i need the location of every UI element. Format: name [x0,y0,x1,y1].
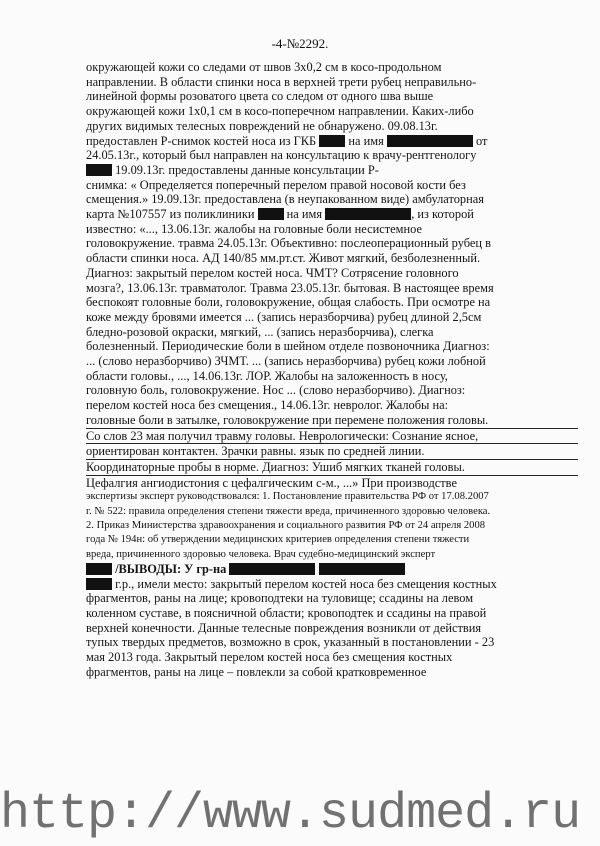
page-header: -4-№2292. [271,36,329,51]
text-line: коже между бровями имеется ... (запись неразборчива) рубец длиной 2,5см [86,309,482,324]
redaction-block [319,563,405,575]
redaction-block [86,578,112,590]
text-line: других видимых телесных повреждений не обнаружено. 09.08.13г. [86,118,438,133]
text-line: экспертизы эксперт руководствовался: 1. Постановление правительства РФ от 17.08.2007 [86,491,489,503]
text-line: г. № 522: правила определения степени тяжести вреда, причиненного здоровью человека. [86,505,491,517]
text-line: верхней конечности. Данные телесные повреждения возникли от действия [86,620,482,635]
text-line: окружающей кожи 1х0,1 см в косо-поперечном направлении. Каких-либо [86,104,474,119]
text-line: мозга?, 13.06.13г. травматолог. Травма 23.05.13г. бытовая. В настоящее время [86,280,494,295]
text-line: /ВЫВОДЫ: У гр-на [86,562,578,577]
text-line: перелом костей носа без смещения., 14.06.13г. невролог. Жалобы на: [86,398,449,413]
text-line: окружающей кожи со следами от швов 3х0,2 см в косо-продольном [86,60,442,74]
text-line: Со слов 23 мая получил травму головы. Неврологически: Сознание ясное, [86,429,578,445]
watermark-url: http://www.sudmed.ru [0,786,581,843]
text-line: г.р., имели место: закрытый перелом костей носа без смещения костных [86,577,578,592]
text-line: фрагментов, раны на лице – повлекли за собой кратковременное [86,664,427,679]
text-line: мая 2013 года. Закрытый перелом костей носа без смещения костных [86,650,453,665]
text-line: карта №107557 из поликлиники на имя , из которой [86,207,474,222]
text-line: головную боль, головокружение. Нос ... (слово неразборчиво). Диагноз: [86,383,466,398]
text-line: тупых твердых предметов, возможно в срок, указанный в постановлении - 23 [86,635,495,650]
text-line: головокружение. травма 24.05.13г. Объективно: послеоперационный рубец в [86,236,491,251]
text-line: болезненный. Периодические боли в шейном отделе позвоночника Диагноз: [86,339,490,354]
redaction-block [325,208,411,220]
redaction-block [319,135,345,147]
text-line: головные боли в затылке, головокружение при перемене положения головы. [86,413,578,429]
text-line: ориентирован контактен. Зрачки равны. язык по средней линии. [86,444,578,460]
text-line: Координаторные пробы в норме. Диагноз: Ушиб мягких тканей головы. [86,460,578,476]
text-line: области спинки носа. АД 140/85 мм.рт.ст. Живот мягкий, безболезненный. [86,251,481,266]
text-line: вреда, причиненного здоровью человека. Врач судебно-медицинский эксперт [86,548,436,560]
text-line: Цефалгия ангиодистония с цефалгическим с-м., ...» При производстве [86,475,457,490]
text-line: 24.05.13г., который был направлен на консультацию к врачу-рентгенологу [86,148,477,163]
text-line: года № 194н: об утверждении медицинских критериев определения степени тяжести [86,534,470,546]
text-line: беспокоят головные боли, головокружение, общая слабость. При осмотре на [86,295,491,310]
text-line: известно: «..., 13.06.13г. жалобы на головные боли несистемное [86,221,422,236]
redaction-block [387,135,473,147]
text-line: области головы., ..., 14.06.13г. ЛОР. Жалобы на заложенность в носу, [86,368,448,383]
text-line: смещения.» 19.09.13г. предоставлена (в неупакованном виде) амбулаторная [86,192,484,207]
redaction-block [258,208,284,220]
text-line: снимка: « Определяется поперечный перелом правой носовой кости без [86,177,466,192]
text-line: направлении. В области спинки носа в верхней трети рубец неправильно- [86,74,477,89]
text-line: фрагментов, раны на лице; кровоподтеки на туловище; ссадины на левом [86,591,474,606]
text-line: предоставлен Р-снимок костей носа из ГКБ на имя от [86,133,488,148]
redaction-block [86,164,112,176]
text-line: 19.09.13г. предоставлены данные консультации Р- [86,163,578,178]
text-line: ... (слово неразборчиво) ЗЧМТ. ... (запись неразборчива) рубец кожи лобной [86,354,486,369]
text-line: бледно-розовой окраски, мягкий, ... (запись неразборчива), слегка [86,324,434,339]
redaction-block [86,563,112,575]
text-line: линейной формы розоватого цвета со следом от одного шва выше [86,89,434,104]
text-line: Диагноз: закрытый перелом костей носа. ЧМТ? Сотрясение головного [86,265,459,280]
text-line: 2. Приказ Министерства здравоохранения и социального развития РФ от 24 апреля 2008 [86,519,486,531]
redaction-block [229,563,315,575]
document-body [86,60,578,680]
text-line: коленном суставе, в поясничной области; кровоподтек и ссадины на правой [86,605,487,620]
